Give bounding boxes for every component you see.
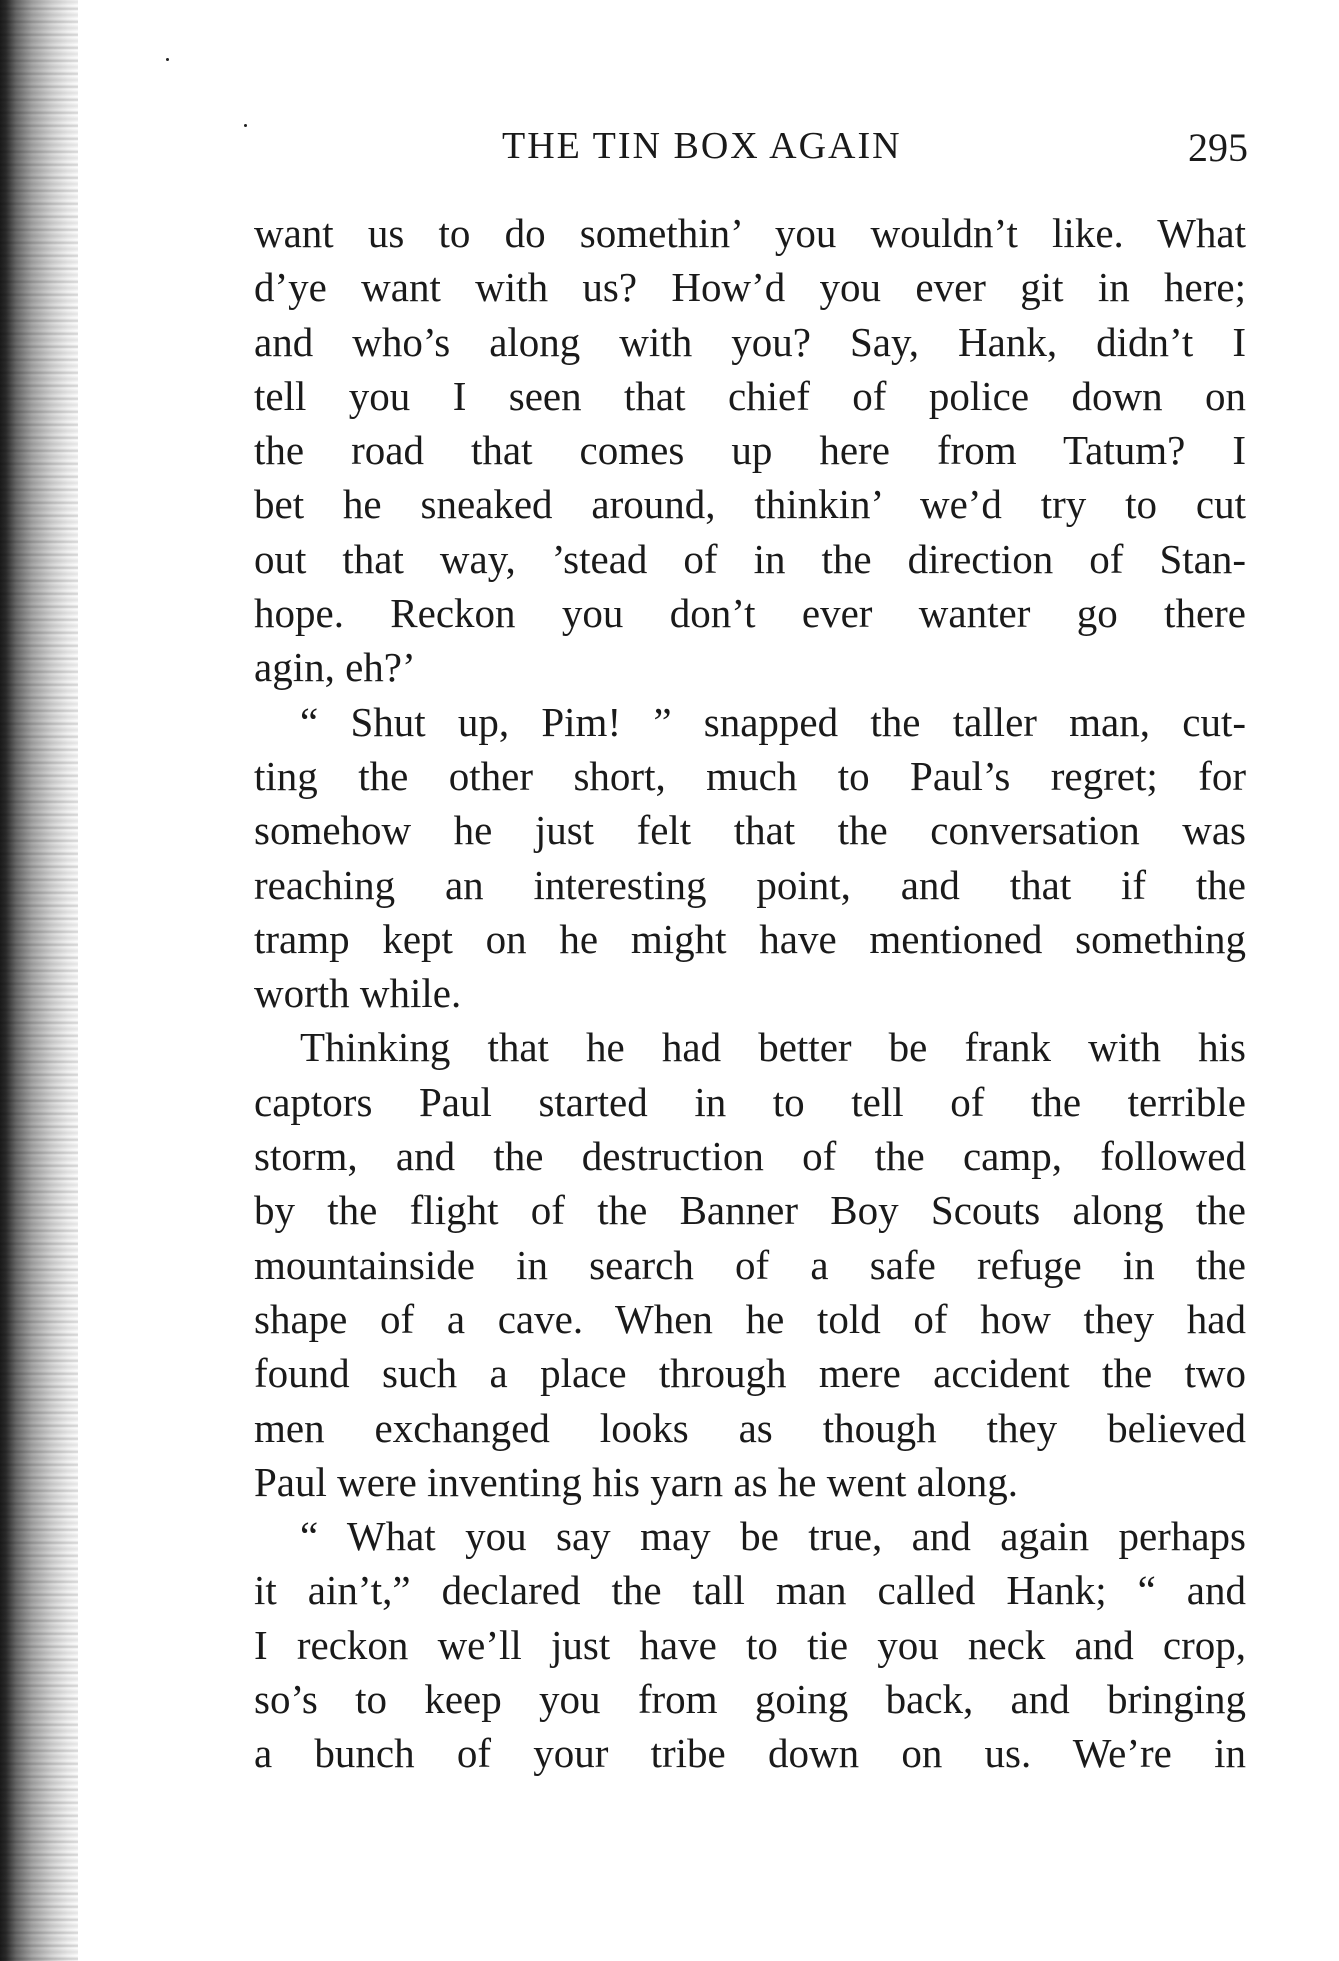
text-line: Thinking that he had better be frank with his [300, 1024, 1246, 1071]
text-line: a bunch of your tribe down on us. We’re in [254, 1730, 1246, 1777]
text-line: worth while. [254, 970, 462, 1017]
text-line: reaching an interesting point, and that if the [254, 861, 1246, 908]
text-line: men exchanged looks as though they believed [254, 1404, 1246, 1451]
text-line: somehow he just felt that the conversation was [254, 807, 1246, 854]
text-line: tell you I seen that chief of police down on [254, 372, 1246, 419]
page-number: 295 [1188, 125, 1248, 170]
text-line: out that way, ’stead of in the direction of Stan- [254, 535, 1246, 582]
text-line: it ain’t,” declared the tall man called Hank; “ and [254, 1567, 1246, 1614]
text-line: so’s to keep you from going back, and bringing [254, 1676, 1246, 1723]
body-text [254, 206, 1246, 1781]
text-line: found such a place through mere accident the two [254, 1350, 1246, 1397]
text-line: shape of a cave. When he told of how they had [254, 1295, 1246, 1342]
text-line: and who’s along with you? Say, Hank, didn’t I [254, 318, 1246, 365]
print-speck [244, 124, 247, 127]
text-line: “ What you say may be true, and again perhaps [300, 1513, 1246, 1560]
text-line: agin, eh?’ [254, 644, 416, 691]
page-header [252, 118, 1248, 174]
text-line: captors Paul started in to tell of the terrible [254, 1078, 1246, 1125]
text-line: bet he sneaked around, thinkin’ we’d try to cut [254, 481, 1246, 528]
page-binding-edge [0, 0, 78, 1961]
text-line: ting the other short, much to Paul’s regret; for [254, 752, 1246, 799]
text-line: the road that comes up here from Tatum? I [254, 427, 1246, 474]
running-head: THE TIN BOX AGAIN [502, 125, 902, 167]
text-line: hope. Reckon you don’t ever wanter go there [254, 590, 1246, 637]
text-line: by the flight of the Banner Boy Scouts along the [254, 1187, 1246, 1234]
text-line: storm, and the destruction of the camp, followed [254, 1133, 1246, 1180]
text-line: d’ye want with us? How’d you ever git in here; [254, 264, 1246, 311]
text-line: Paul were inventing his yarn as he went along. [254, 1458, 1019, 1505]
text-line: I reckon we’ll just have to tie you neck and crop, [254, 1621, 1246, 1668]
text-line: tramp kept on he might have mentioned something [254, 915, 1246, 962]
text-line: mountainside in search of a safe refuge in the [254, 1241, 1246, 1288]
print-speck [166, 58, 169, 61]
text-line: want us to do somethin’ you wouldn’t like. What [254, 210, 1246, 256]
text-line: “ Shut up, Pim! ” snapped the taller man, cut- [300, 698, 1246, 745]
